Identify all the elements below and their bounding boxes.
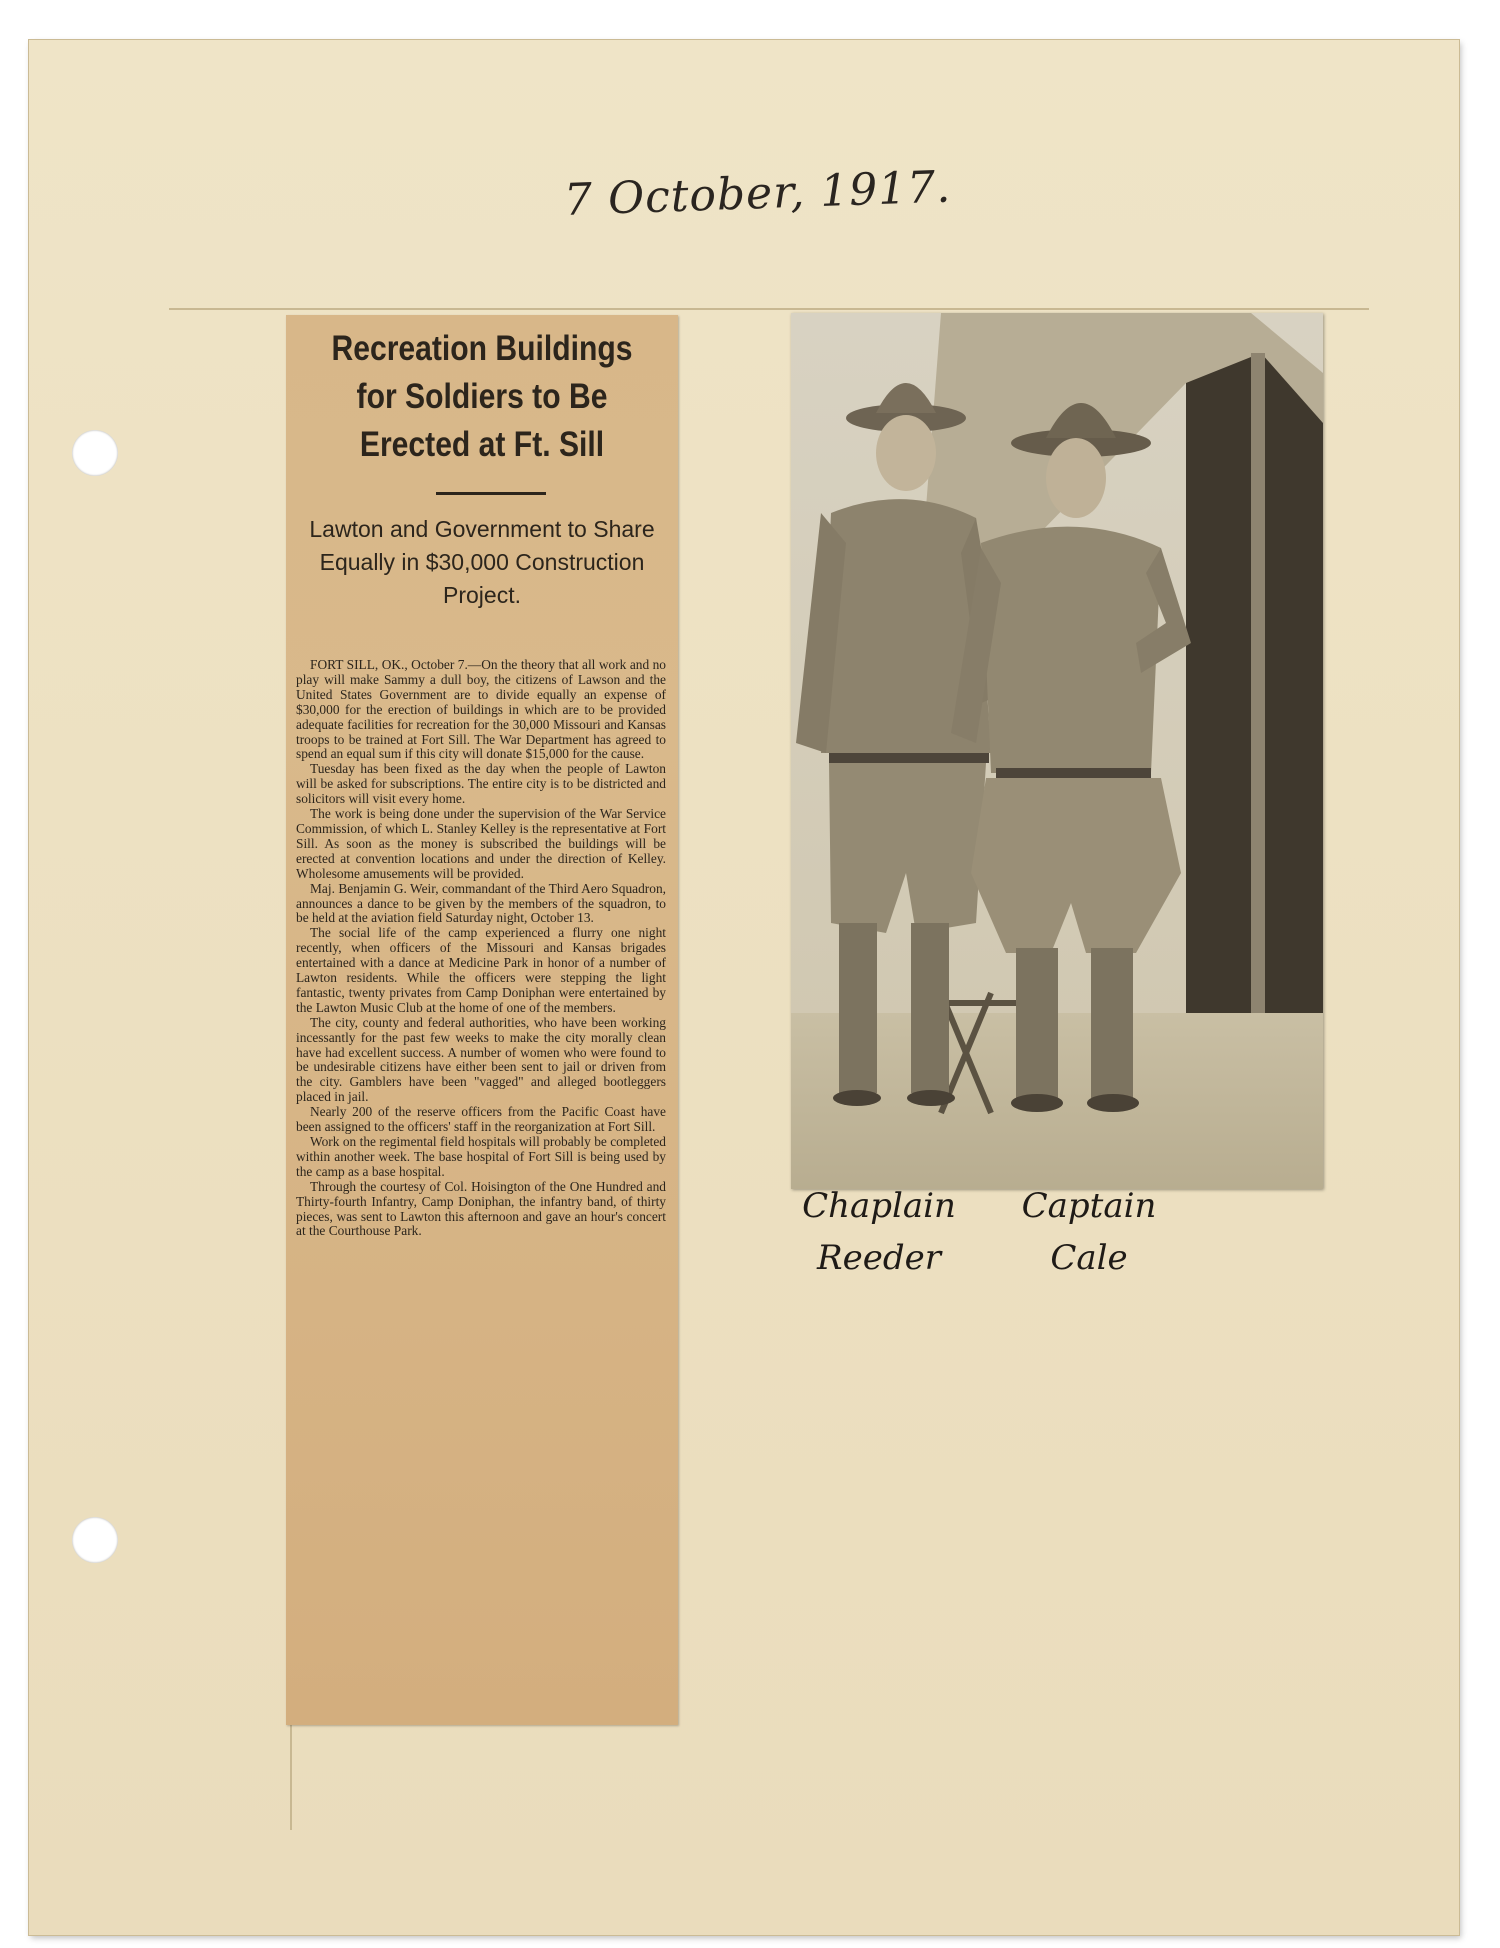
article-paragraph: FORT SILL, OK., October 7.—On the theory that all work and no play will make Sammy a dull boy, the citizens of Lawson and the United States Government are to divide equally an expense of $30,000 for the erection of buildings in which are to be provided adequate facilities for recreation for the 30,000 Missouri and Kansas troops to be trained at Fort Sill. The War Department has agreed to spend an equal sum if this city will donate $15,000 for the cause. <box>296 657 666 762</box>
caption-left-line1: Chaplain <box>802 1186 956 1226</box>
article-paragraph: Through the courtesy of Col. Hoisington of the One Hundred and Thirty-fourth Infantry, Camp Doniphan, the infantry band, of thirty pieces, was sent to Lawton this afternoon and gave an hour's concert at the Courthouse Park. <box>296 1178 666 1239</box>
article-paragraph: Work on the regimental field hospitals will probably be completed within another week. The base hospital of Fort Sill is being used by the camp as a base hospital. <box>296 1134 666 1179</box>
article-paragraph: Nearly 200 of the reserve officers from the Pacific Coast have been assigned to the officers' staff in the reorganization at Fort Sill. <box>296 1104 666 1135</box>
article-paragraph: Maj. Benjamin G. Weir, commandant of the Third Aero Squadron, announces a dance to be given by the members of the squadron, to be held at the aviation field Saturday night, October 13. <box>296 880 666 926</box>
article-paragraph: Tuesday has been fixed as the day when the people of Lawton will be asked for subscriptions. The entire city is to be districted and solicitors will visit every home. <box>296 761 666 807</box>
photo-illustration <box>791 313 1323 1189</box>
tent-pole <box>1251 353 1265 1053</box>
photograph-two-officers <box>791 313 1323 1189</box>
punch-hole-top <box>72 430 118 476</box>
scrapbook-page <box>29 40 1459 1935</box>
clipping-headline: Recreation Buildings for Soldiers to Be Erected at Ft. Sill <box>331 329 633 464</box>
article-paragraph: The social life of the camp experienced a flurry one night recently, when officers of the Missouri and Kansas brigades entertained with a dance at Medicine Park in honor of a number of Lawton residents. While the officers were stepping the light fantastic, twenty privates from Camp Doniphan were entertained by the Lawton Music Club at the home of one of the members. <box>296 925 666 1015</box>
headline-rule <box>436 492 546 495</box>
article-paragraph: The city, county and federal authorities, who have been working incessantly for the past few weeks to make the city morally clean have had excellent success. A number of women who were found to be undesirable citizens have either been sent to jail or driven from the city. Gamblers have been "vagged" and alleged bootleggers placed in jail. <box>296 1014 666 1105</box>
handwritten-date: 7 October, 1917. <box>563 161 952 226</box>
clipping-subhead: Lawton and Government to Share Equally in $30,000 Construction Project. <box>309 516 655 608</box>
article-paragraph: The work is being done under the supervision of the War Service Commission, of which L. Stanley Kelley is the representative at Fort Sill. As soon as the money is subscribed the buildings will be erected at convention locations and under the direction of Kelley. Wholesome amusements will be provided. <box>296 806 666 881</box>
caption-chaplain-reeder <box>779 1180 979 1284</box>
caption-right-line1: Captain <box>1021 1186 1157 1226</box>
clipping-article <box>296 658 666 1239</box>
mount-edge-horizontal <box>169 308 1369 310</box>
caption-right-line2: Cale <box>1050 1238 1128 1278</box>
caption-captain-cale <box>989 1180 1189 1284</box>
newspaper-clipping <box>286 315 678 1725</box>
caption-left-line2: Reeder <box>817 1238 941 1278</box>
punch-hole-bottom <box>72 1517 118 1563</box>
